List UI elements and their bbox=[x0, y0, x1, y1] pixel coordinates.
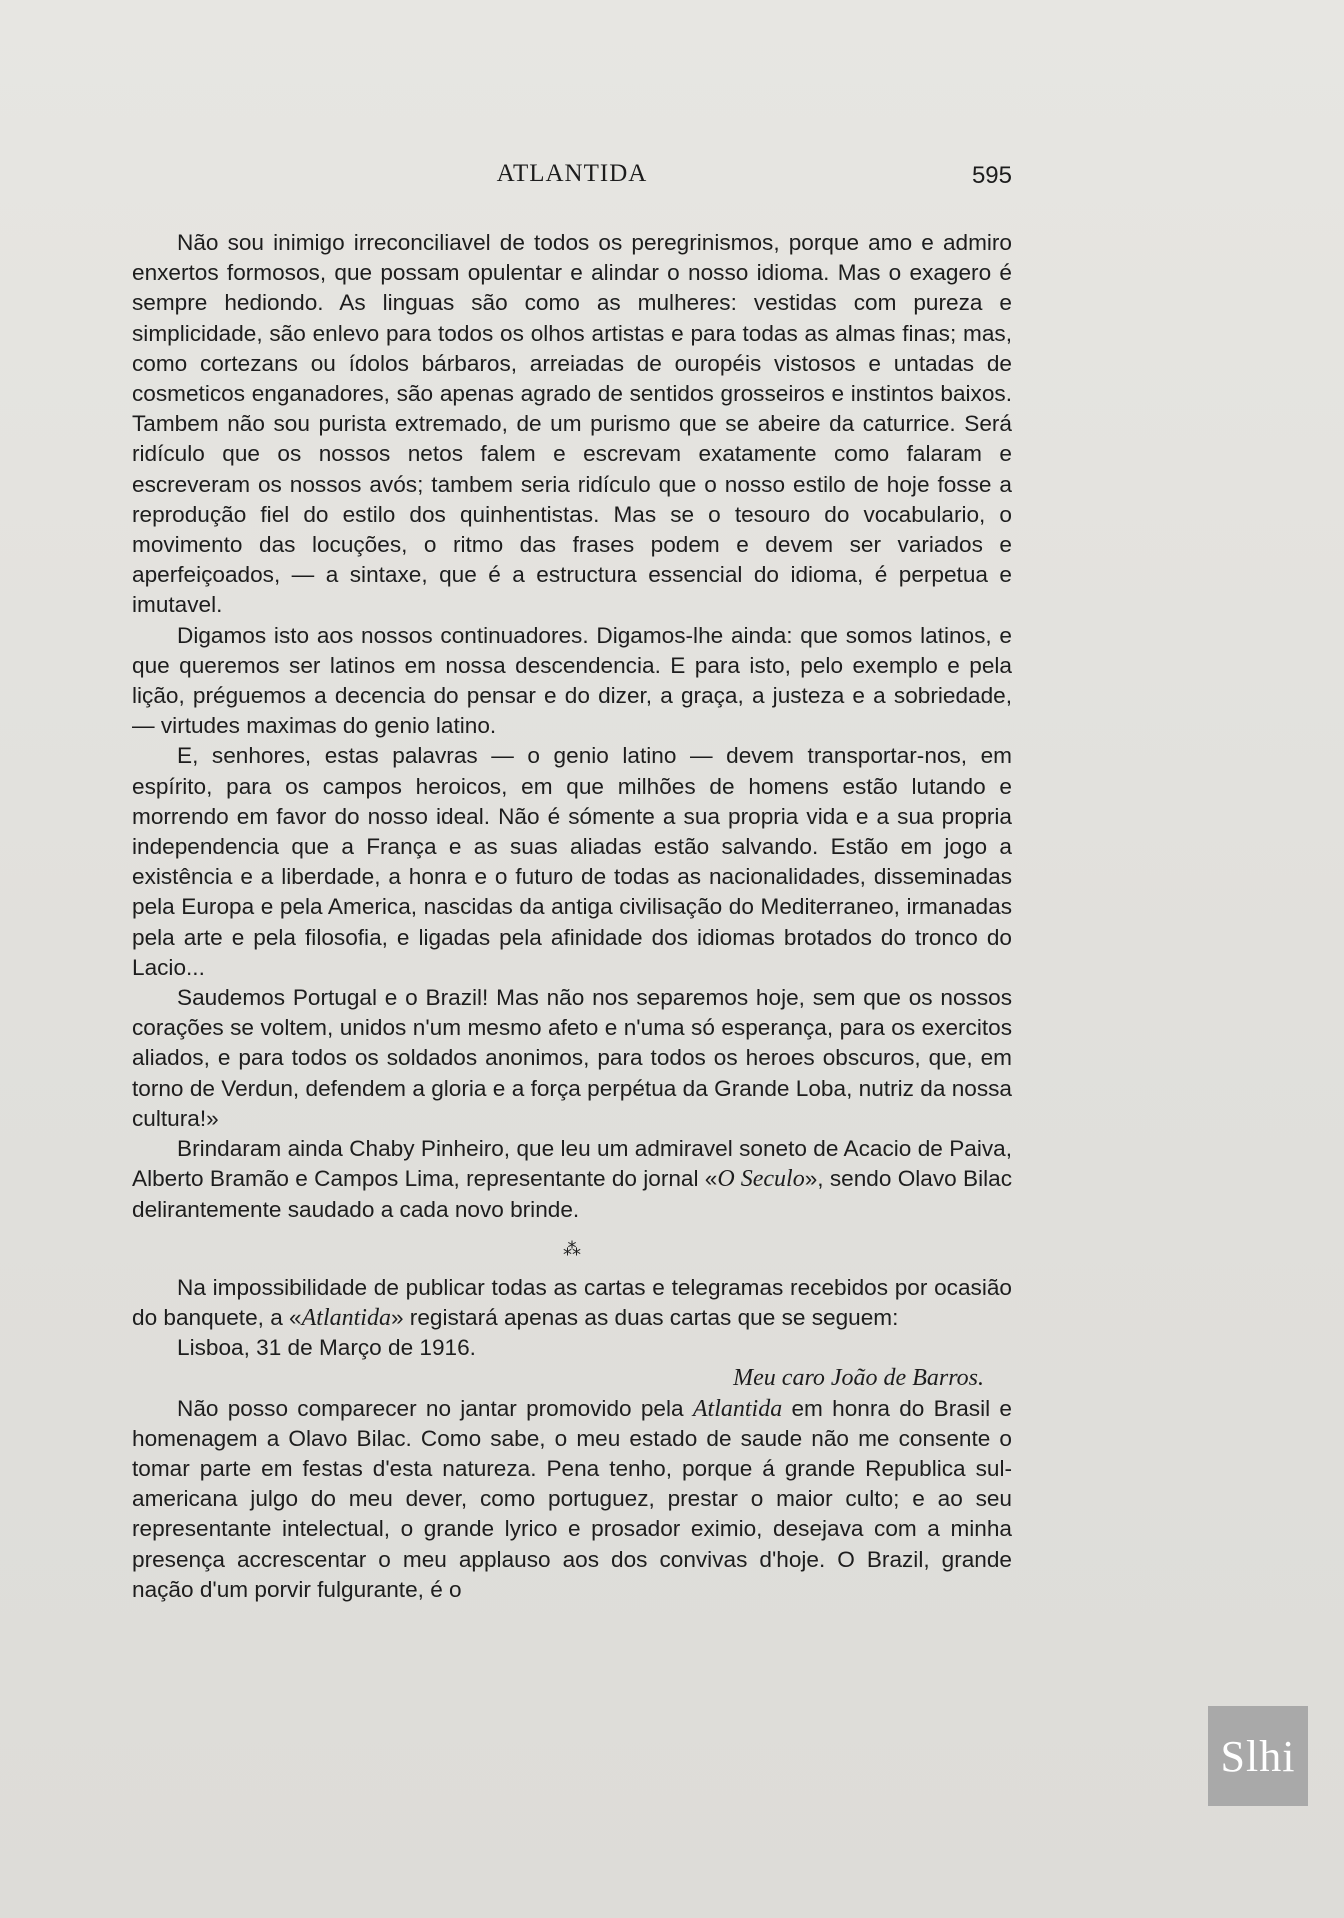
paragraph-5-end: », sendo Olavo Bilac delirantemente saudado a cada novo brinde. bbox=[132, 1166, 1012, 1222]
paragraph-2: Digamos isto aos nossos continuadores. Digamos-lhe ainda: que somos latinos, e que queremos ser latinos em nossa descendencia. E para isto, pelo exemplo e pela lição, préguemos a decencia do pensar e do dizer, a graça, a justeza e a sobriedade, — virtudes maximas do genio latino. bbox=[132, 622, 1012, 739]
paragraph-5-start: Brindaram ainda Chaby Pinheiro, que leu um admiravel soneto de Acacio de Paiva, Alberto Bramão e Campos Lima, representante do jornal « bbox=[132, 1136, 1012, 1192]
page-number: 595 bbox=[971, 162, 1012, 189]
body-text bbox=[132, 228, 1012, 1605]
paragraph-7-end: em honra do Brasil e homenagem a Olavo Bilac. Como sabe, o meu estado de saude não me consente o tomar parte em festas d'esta natureza. Pena tenho, porque á grande Republica sul-americana julgo do meu dever, como portuguez, prestar o maior culto; e ao seu representante intelectual, o grande lyrico e prosador eximio, desejava com a minha presença accrescentar o meu applauso aos dos convivas d'hoje. O Brazil, grande nação d'um porvir fulgurante, é o bbox=[132, 1395, 1012, 1602]
paragraph-3: E, senhores, estas palavras — o genio latino — devem transportar-nos, em espírito, para os campos heroicos, em que milhões de homens estão lutando e morrendo em favor do nosso ideal. Não é sómente a sua propria vida e a sua propria independencia que a França e as suas aliadas estão salvando. Estão em jogo a existência e a liberdade, a honra e o futuro de todas as nacionalidades, disseminadas pela Europa e pela America, nascidas da antiga civilisação do Mediterraneo, irmanadas pela arte e pela filosofia, e ligadas pela afinidade dos idiomas brotados do tronco do Lacio... bbox=[132, 743, 1012, 980]
magazine-title-2: Atlantida bbox=[692, 1395, 783, 1422]
paragraph-6 bbox=[132, 1273, 1012, 1333]
paragraph-4: Saudemos Portugal e o Brazil! Mas não nos separemos hoje, sem que os nossos corações se voltem, unidos n'um mesmo afeto e n'uma só esperança, para os exercitos aliados, e para todos os soldados anonimos, para todos os heroes obscuros, que, em torno de Verdun, defendem a gloria e a força perpétua da Grande Loba, nutriz da nossa cultura!» bbox=[132, 985, 1012, 1131]
paragraph-6-start: Na impossibilidade de publicar todas as cartas e telegramas recebidos por ocasião do banquete, a « bbox=[132, 1274, 1012, 1330]
paragraph-7-start: Não posso comparecer no jantar promovido pela bbox=[177, 1395, 693, 1421]
running-title: ATLANTIDA bbox=[496, 160, 648, 187]
paragraph-6-end: » registará apenas as duas cartas que se seguem: bbox=[390, 1304, 899, 1330]
letter-salutation: Meu caro João de Barros. bbox=[733, 1365, 984, 1392]
letter-dateline: Lisboa, 31 de Março de 1916. bbox=[177, 1335, 476, 1361]
paragraph-1: Não sou inimigo irreconciliavel de todos os peregrinismos, porque amo e admiro enxertos formosos, que possam opulentar e alindar o nosso idioma. Mas o exagero é sempre hediondo. As linguas são como as mulheres: vestidas com pureza e simplicidade, são enlevo para todos os olhos artistas e para todas as almas finas; mas, como cortezans ou ídolos bárbaros, arreiadas de ouropéis vistosos e untadas de cosmeticos enganadores, são apenas agrado de sentidos grosseiros e instintos baixos. Tambem não sou purista extremado, de um purismo que se abeire da caturrice. Será ridículo que os nossos netos falem e escrevam exatamente como falaram e escreveram os nossos avós; tambem seria ridículo que o nosso estilo de hoje fosse a reprodução fiel do estilo dos quinhentistas. Mas se o tesouro do vocabulario, o movimento das locuções, o ritmo das frases podem e devem ser variados e aperfeiçoados, — a sintaxe, que é a estructura essencial do idioma, é perpetua e imutavel. bbox=[132, 230, 1012, 618]
magazine-title: Atlantida bbox=[301, 1304, 391, 1331]
asterism-divider: ⁂ bbox=[563, 1238, 581, 1259]
page-header bbox=[132, 160, 1012, 194]
paragraph-7 bbox=[132, 1394, 1012, 1605]
newspaper-title: O Seculo bbox=[717, 1166, 805, 1193]
library-logo: Slhi bbox=[1208, 1706, 1308, 1806]
paragraph-5 bbox=[132, 1134, 1012, 1225]
